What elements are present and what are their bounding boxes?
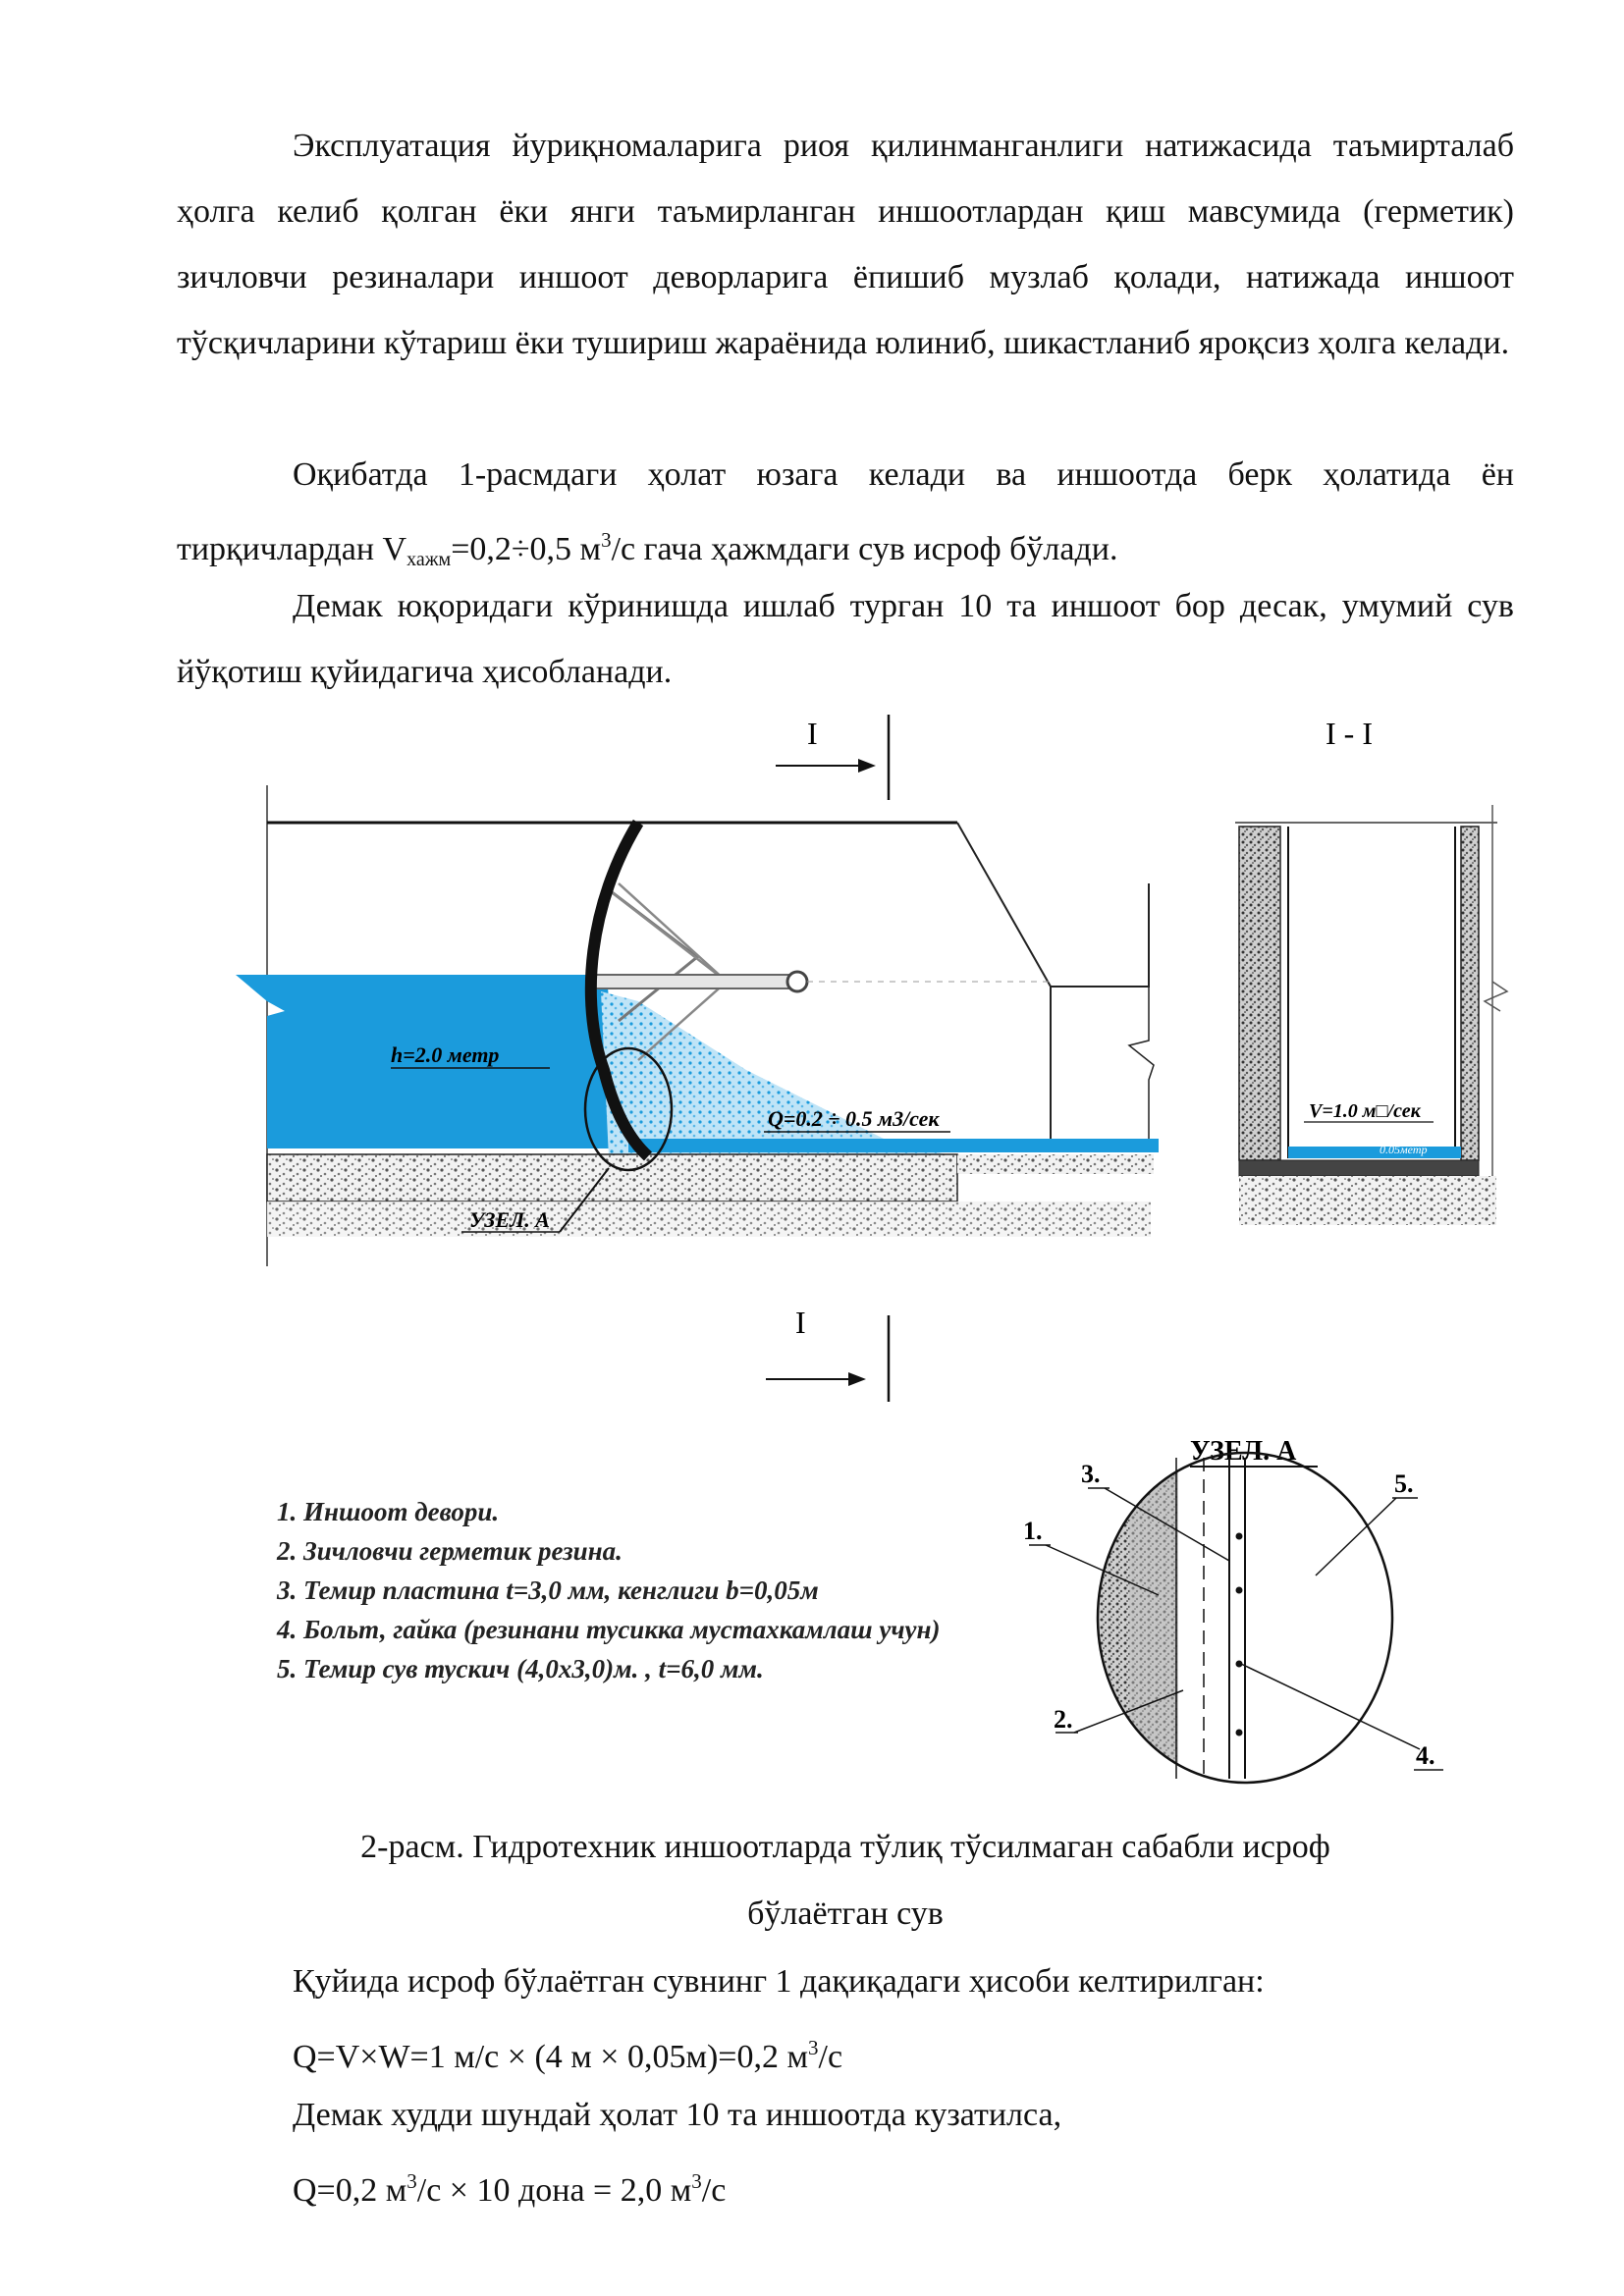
calc-formula-2 (293, 2149, 726, 2223)
paragraph-2-part-c: /с гача ҳажмдаги сув исроф бўлади. (611, 531, 1118, 567)
legend-item-4: 4. Больт, гайка (резинани тусикка мустахкамлаш учун) (277, 1615, 941, 1644)
figure-caption-line-1: 2-расм. Гидротехник иншоотларда тўлиқ тўсилмаган сабабли исроф (360, 1829, 1330, 1865)
formula-2-superscript-2: 3 (691, 2169, 702, 2193)
left-wall (1239, 827, 1280, 1160)
section-view-title: I - I (1326, 716, 1373, 751)
flow-label: Q=0.2 ÷ 0.5 м3/сек (768, 1106, 940, 1131)
section-arrowhead-top (858, 759, 876, 773)
gate-shaft (589, 975, 795, 988)
right-wall (1461, 827, 1479, 1160)
formula-1-superscript: 3 (808, 2036, 819, 2059)
calc-note: Демак худди шундай ҳолат 10 та иншоотда кузатилса, (293, 2097, 1062, 2133)
section-arrowhead-bottom (848, 1372, 866, 1386)
formula-1-part-a: Q=V×W=1 м/с × (4 м × 0,05м)=0,2 м (293, 2039, 808, 2075)
channel-floor (267, 1154, 957, 1201)
downstream-water (628, 1139, 1159, 1152)
paragraph-3: Демак юқоридаги кўринишда ишлаб турган 10 та иншоот бор десак, умумий сув йўқотиш қуйидагича ҳисобланади. (177, 588, 1514, 690)
cross-section-ground (1239, 1176, 1496, 1225)
legend-item-1: 1. Иншоот девори. (277, 1497, 500, 1526)
paragraph-2-part-a: Оқибатда 1-расмдаги ҳолат юзага келади ва иншоотда берк ҳолатида ён тирқичлардан V (177, 456, 1514, 567)
callout-1: 1. (1023, 1517, 1043, 1545)
calc-formula-1 (293, 2015, 842, 2090)
gap-label: 0.05метр (1380, 1143, 1428, 1156)
formula-1-part-b: /с (818, 2039, 843, 2075)
cross-section-view (1235, 805, 1507, 1225)
paragraph-2-part-b: =0,2÷0,5 м (451, 531, 602, 567)
legend-item-2: 2. Зичловчи герметик резина. (277, 1536, 623, 1566)
depth-label: h=2.0 метр (391, 1042, 500, 1067)
legend-item-3: 3. Темир пластина t=3,0 мм, кенглиги b=0,05м (277, 1575, 819, 1605)
formula-2-part-a: Q=0,2 м (293, 2172, 407, 2209)
velocity-label: V=1.0 м□/сек (1309, 1100, 1421, 1122)
detail-title: УЗЕЛ. А (1190, 1436, 1297, 1467)
callout-4: 4. (1416, 1741, 1435, 1770)
callout-2: 2. (1054, 1705, 1073, 1734)
section-mark-top: I (807, 716, 818, 751)
cross-section-water (1288, 1147, 1461, 1158)
figure-caption-line-2: бўлаётган сув (747, 1896, 944, 1932)
leakage-spray (601, 991, 962, 1158)
section-mark-bottom: I (795, 1305, 806, 1340)
paragraph-2-superscript: 3 (601, 528, 612, 552)
paragraph-1: Эксплуатация йуриқномаларига риоя қилинманганлиги натижасида таъмирталаб ҳолга келиб қолган ёки янги таъмирланган иншоотлардан қиш мавсумида (герметик) зичловчи резиналари иншоот деворларига ёпишиб музлаб қолади, натижада иншоот тўсқичларини кўтариш ёки тушириш жараёнида юлиниб, шикастланиб яроқсиз ҳолга келади. (177, 128, 1514, 361)
figure-legend (277, 1492, 940, 1688)
formula-2-part-c: /с (701, 2172, 727, 2209)
formula-2-superscript-1: 3 (406, 2169, 417, 2193)
longitudinal-view (236, 785, 1159, 1266)
node-a-label: УЗЕЛ. А (469, 1207, 550, 1232)
legend-item-5: 5. Темир сув тускич (4,0х3,0)м. , t=6,0 мм. (277, 1654, 764, 1683)
callout-3: 3. (1081, 1460, 1101, 1488)
node-a-detail (1023, 1436, 1443, 1796)
paragraph-2-subscript: хажм (406, 549, 452, 570)
formula-2-part-b: /с × 10 дона = 2,0 м (416, 2172, 692, 2209)
callout-5: 5. (1394, 1469, 1414, 1498)
calc-intro: Қуйида исроф бўлаётган сувнинг 1 дақиқадаги ҳисоби келтирилган: (293, 1963, 1265, 2000)
